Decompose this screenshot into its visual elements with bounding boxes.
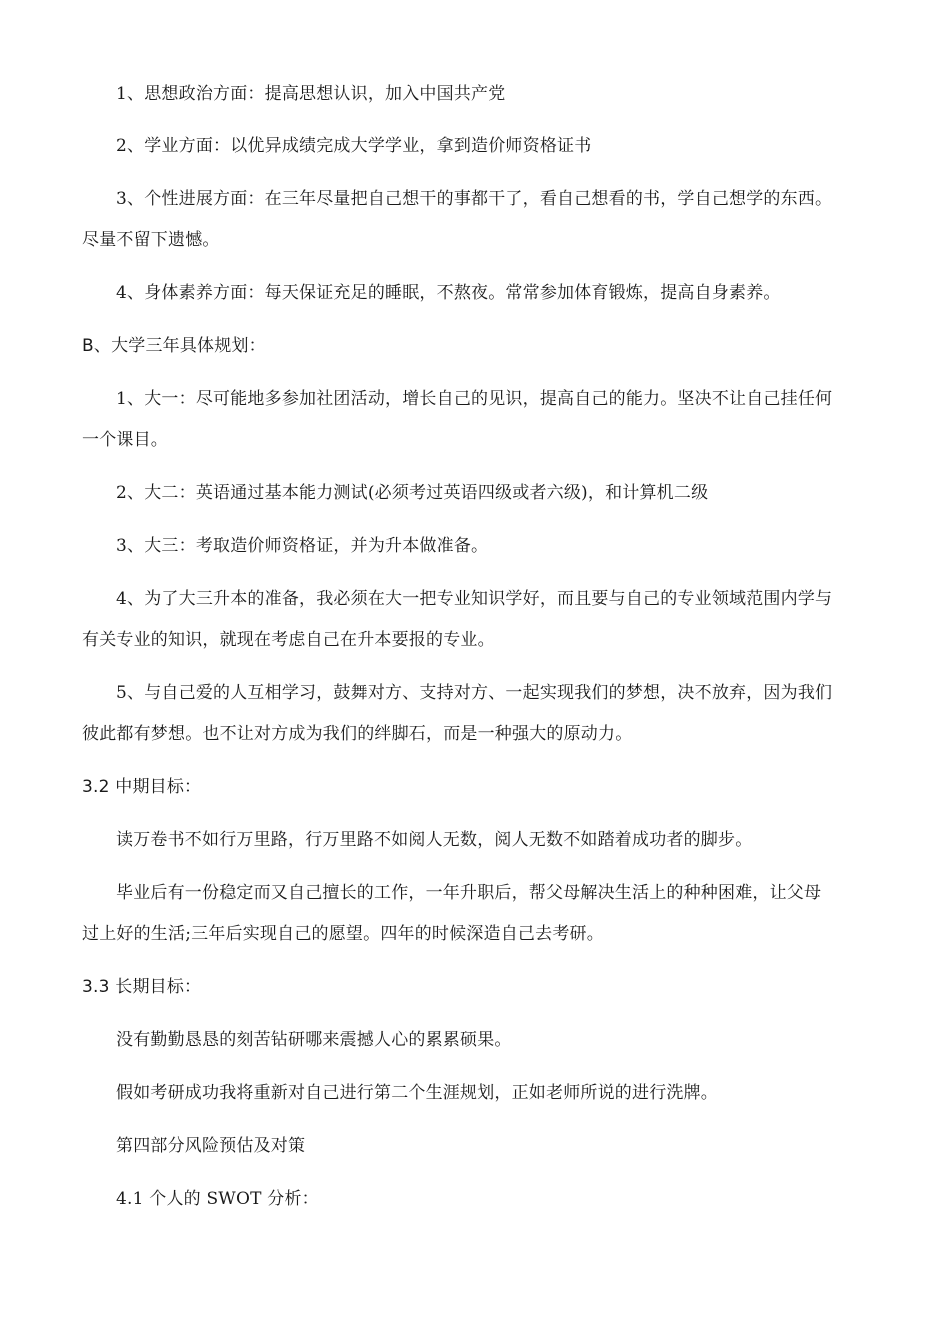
plan-partner-line2: 彼此都有梦想。也不让对方成为我们的绊脚石，而是一种强大的原动力。: [82, 724, 633, 744]
goal-academic: 2、学业方面：以优异成绩完成大学学业，拿到造价师资格证书: [116, 136, 592, 156]
goal-politics: 1、思想政治方面：提高思想认识，加入中国共产党: [116, 84, 506, 104]
mid-term-goal-line2: 过上好的生活;三年后实现自己的愿望。四年的时候深造自己去考研。: [82, 924, 604, 944]
heading-long-term: 3.3 长期目标：: [82, 977, 202, 997]
long-term-goal: 假如考研成功我将重新对自己进行第二个生涯规划，正如老师所说的进行洗牌。: [116, 1083, 718, 1103]
plan-partner-line1: 5、与自己爱的人互相学习，鼓舞对方、支持对方、一起实现我们的梦想，决不放弃，因为我们: [116, 683, 833, 703]
part4-heading: 第四部分风险预估及对策: [116, 1136, 306, 1156]
plan-upgrade-line1: 4、为了大三升本的准备，我必须在大一把专业知识学好，而且要与自己的专业领域范围内学与: [116, 589, 833, 609]
mid-term-goal-line1: 毕业后有一份稳定而又自己擅长的工作，一年升职后，帮父母解决生活上的种种困难，让父母: [116, 883, 822, 903]
plan-year2: 2、大二：英语通过基本能力测试(必须考过英语四级或者六级)，和计算机二级: [116, 483, 709, 503]
plan-year1-line2: 一个课目。: [82, 430, 168, 450]
plan-upgrade-line2: 有关专业的知识，就现在考虑自己在升本要报的专业。: [82, 630, 495, 650]
goal-personal-line2: 尽量不留下遗憾。: [82, 230, 220, 250]
plan-year3: 3、大三：考取造价师资格证，并为升本做准备。: [116, 536, 489, 556]
swot-heading: 4.1 个人的 SWOT 分析：: [116, 1189, 319, 1209]
goal-personal-line1: 3、个性进展方面：在三年尽量把自己想干的事都干了，看自己想看的书，学自己想学的东西。: [116, 189, 833, 209]
plan-year1-line1: 1、大一：尽可能地多参加社团活动，增长自己的见识，提高自己的能力。坚决不让自己挂任何: [116, 389, 833, 409]
heading-b-plan: B、大学三年具体规划：: [82, 336, 266, 356]
long-term-quote: 没有勤勤恳恳的刻苦钻研哪来震撼人心的累累硕果。: [116, 1030, 512, 1050]
heading-mid-term: 3.2 中期目标：: [82, 777, 202, 797]
mid-term-quote: 读万卷书不如行万里路，行万里路不如阅人无数，阅人无数不如踏着成功者的脚步。: [116, 830, 753, 850]
goal-health: 4、身体素养方面：每天保证充足的睡眠，不熬夜。常常参加体育锻炼，提高自身素养。: [116, 283, 781, 303]
